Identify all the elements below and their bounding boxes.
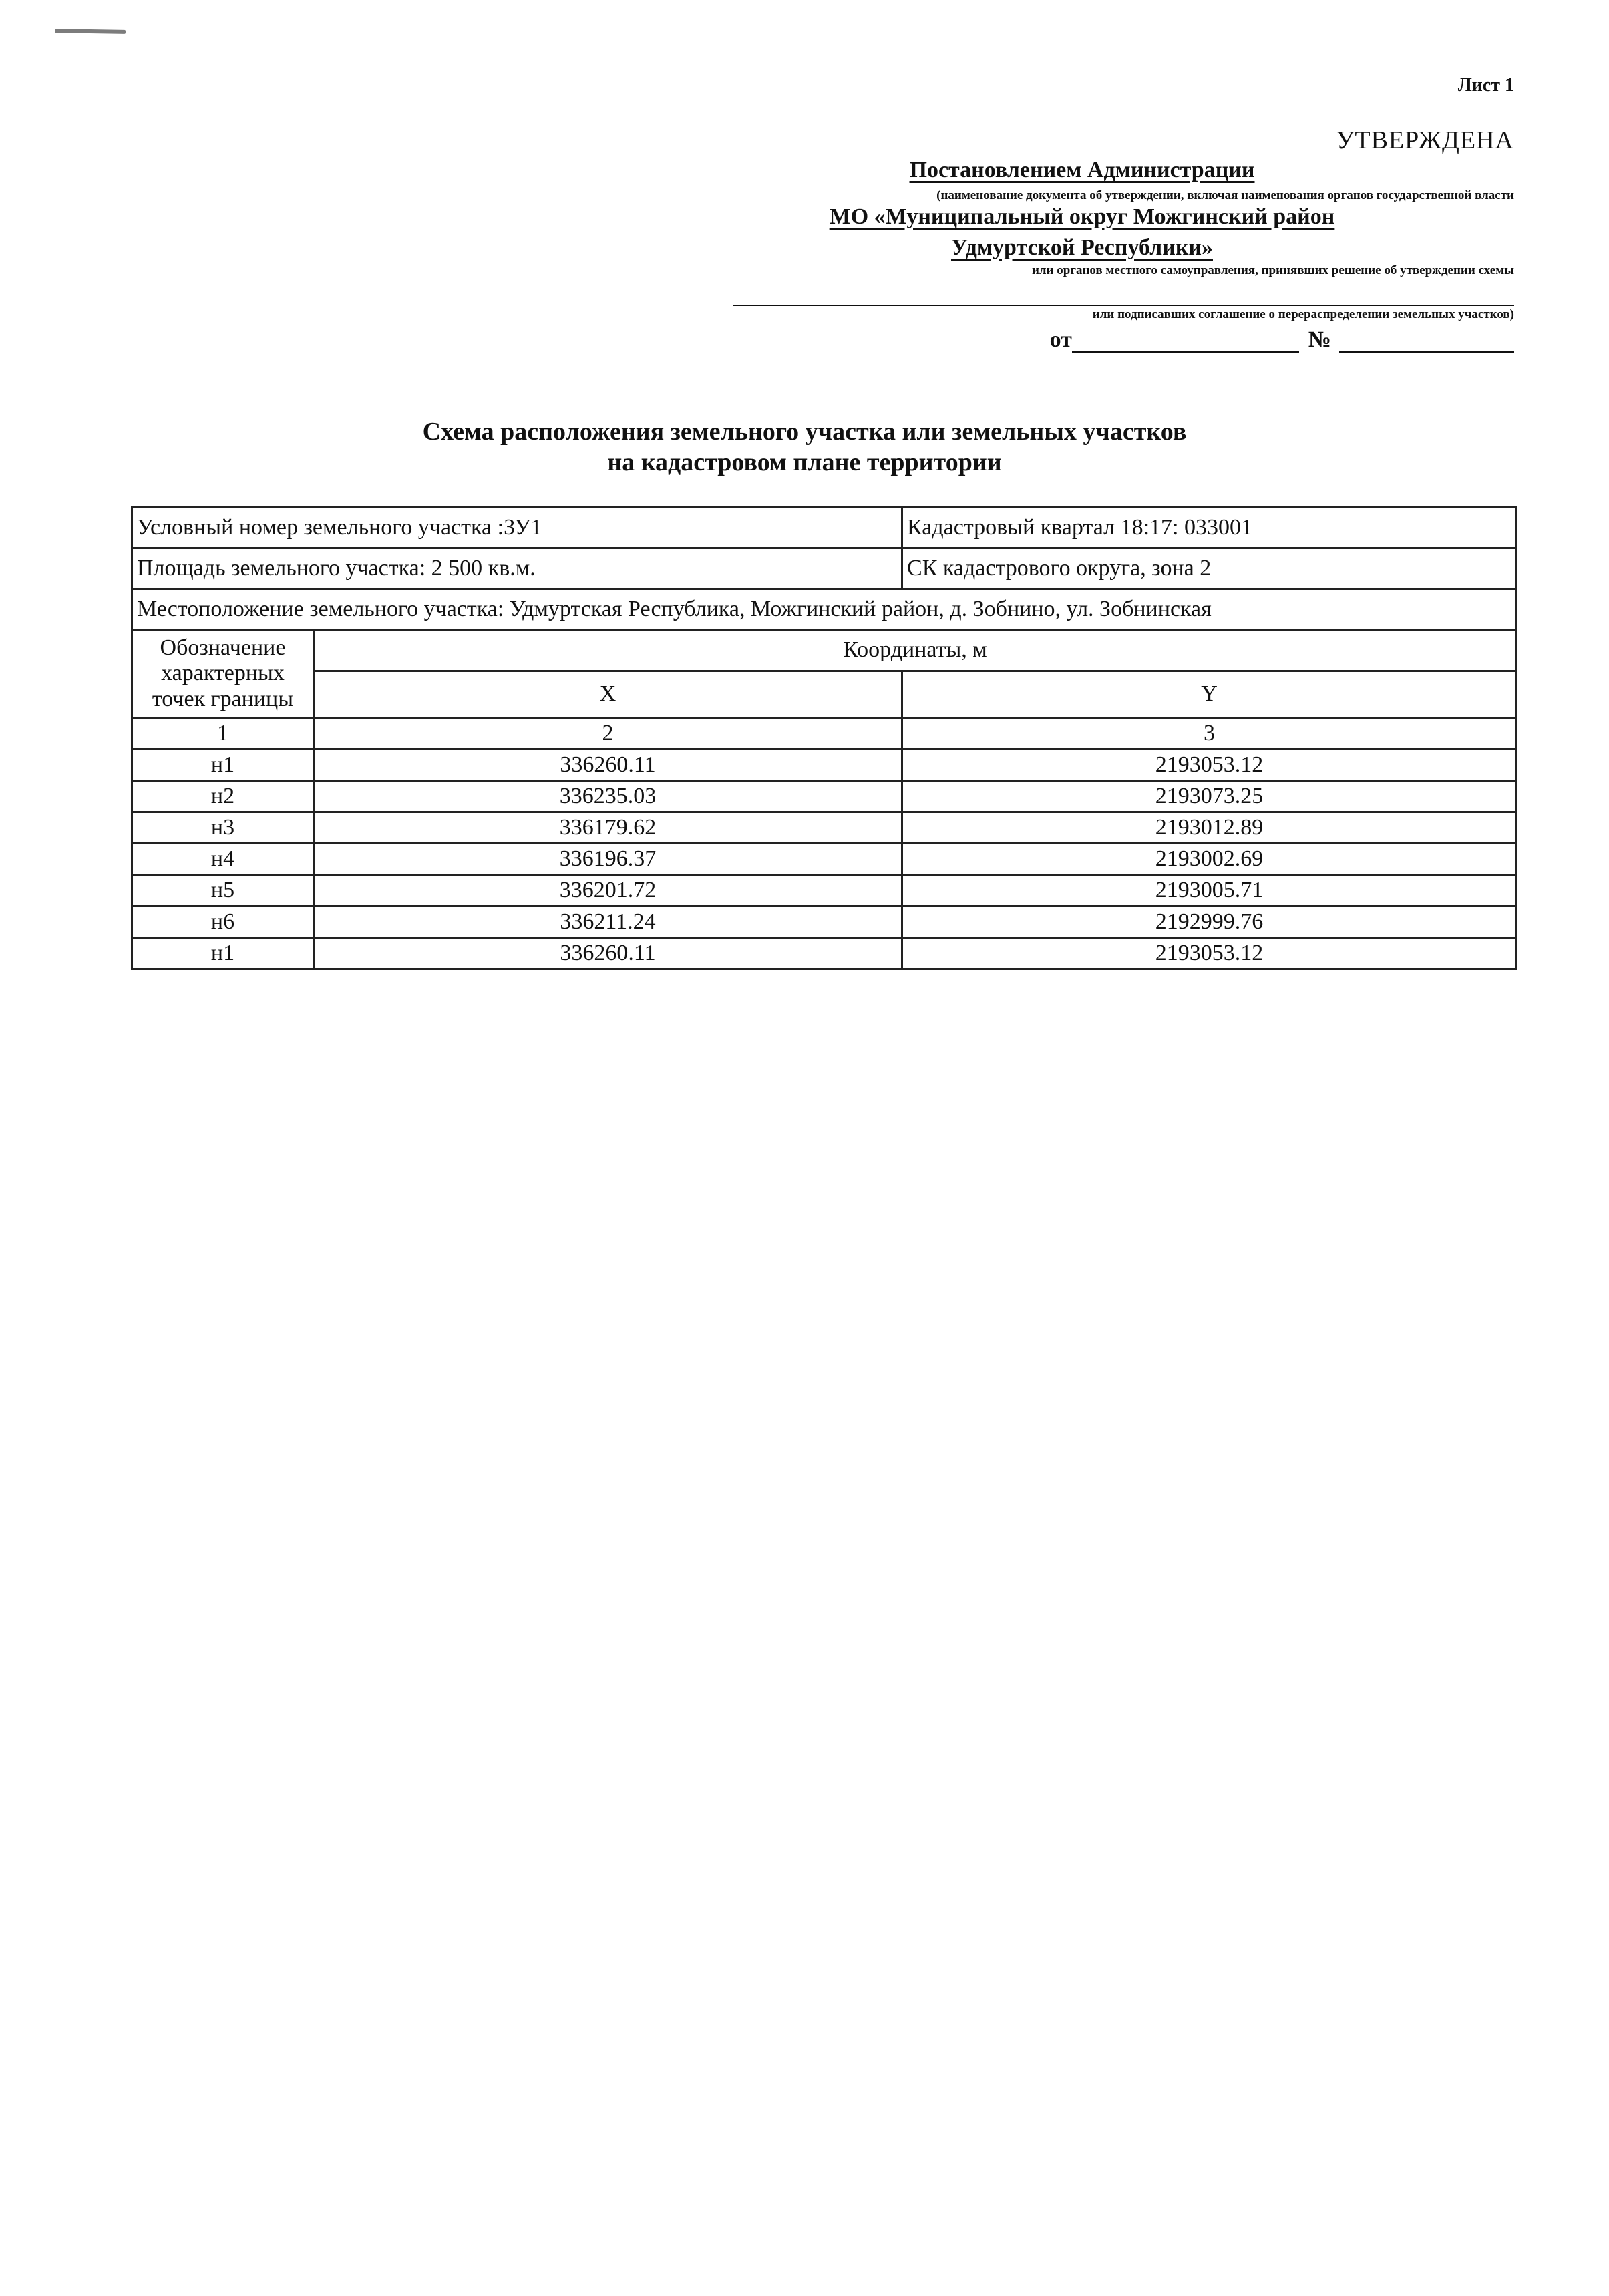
table-row bbox=[132, 812, 1517, 844]
sheet-label: Лист 1 bbox=[1457, 75, 1514, 96]
point-x: 336179.62 bbox=[314, 812, 902, 844]
point-x: 336196.37 bbox=[314, 844, 902, 875]
point-y: 2193073.25 bbox=[902, 781, 1517, 812]
point-y: 2192999.76 bbox=[902, 907, 1517, 938]
document-title-line-1: Схема расположения земельного участка или земельных участков bbox=[422, 418, 1187, 446]
coordinates-header: Координаты, м bbox=[314, 630, 1517, 671]
point-x: 336211.24 bbox=[314, 907, 902, 938]
document-title-line-2: на кадастровом плане территории bbox=[607, 448, 1002, 476]
cadastral-quarter-cell: Кадастровый квартал 18:17: 033001 bbox=[902, 508, 1517, 548]
point-x: 336201.72 bbox=[314, 875, 902, 907]
table-row bbox=[132, 844, 1517, 875]
number-sign: № bbox=[1308, 327, 1331, 352]
column-number-2: 2 bbox=[314, 718, 902, 750]
conditional-number-cell: Условный номер земельного участка :ЗУ1 bbox=[132, 508, 902, 548]
approval-note-2: или органов местного самоуправления, принявших решение об утверждении схемы bbox=[1031, 263, 1514, 277]
point-y: 2193053.12 bbox=[902, 938, 1517, 969]
x-column-header: X bbox=[314, 671, 902, 718]
date-blank bbox=[1072, 331, 1299, 353]
point-designation-header: Обозначение характерных точек границы bbox=[132, 630, 314, 718]
point-label: н4 bbox=[132, 844, 314, 875]
y-column-header: Y bbox=[902, 671, 1517, 718]
table-row bbox=[132, 750, 1517, 781]
point-label: н1 bbox=[132, 750, 314, 781]
point-x: 336260.11 bbox=[314, 938, 902, 969]
point-y: 2193002.69 bbox=[902, 844, 1517, 875]
approved-by-line-2: МО «Муниципальный округ Можгинский район bbox=[829, 204, 1335, 229]
column-number-1: 1 bbox=[132, 718, 314, 750]
approved-stamp-text: УТВЕРЖДЕНА bbox=[1336, 126, 1514, 154]
point-x: 336235.03 bbox=[314, 781, 902, 812]
approved-by-line-1: Постановлением Администрации bbox=[909, 158, 1255, 182]
date-prefix: от bbox=[1049, 327, 1072, 352]
number-blank bbox=[1339, 331, 1514, 353]
area-cell: Площадь земельного участка: 2 500 кв.м. bbox=[132, 548, 902, 589]
point-label: н5 bbox=[132, 875, 314, 907]
boundary-points-table bbox=[131, 506, 1517, 970]
date-number-row bbox=[1050, 327, 1514, 353]
approval-note-1: (наименование документа об утверждении, включая наименования органов государственной власти bbox=[936, 188, 1514, 202]
point-label: н6 bbox=[132, 907, 314, 938]
table-row bbox=[132, 938, 1517, 969]
column-number-3: 3 bbox=[902, 718, 1517, 750]
approval-note-3: или подписавших соглашение о перераспределении земельных участков) bbox=[1092, 307, 1514, 321]
signature-rule bbox=[733, 305, 1514, 306]
table-row bbox=[132, 907, 1517, 938]
point-y: 2193005.71 bbox=[902, 875, 1517, 907]
point-y: 2193012.89 bbox=[902, 812, 1517, 844]
point-label: н2 bbox=[132, 781, 314, 812]
table-row bbox=[132, 781, 1517, 812]
point-label: н1 bbox=[132, 938, 314, 969]
point-x: 336260.11 bbox=[314, 750, 902, 781]
approved-by-line-3: Удмуртской Республики» bbox=[951, 235, 1213, 260]
point-y: 2193053.12 bbox=[902, 750, 1517, 781]
coordinate-system-cell: СК кадастрового округа, зона 2 bbox=[902, 548, 1517, 589]
point-label: н3 bbox=[132, 812, 314, 844]
location-cell: Местоположение земельного участка: Удмуртская Республика, Можгинский район, д. Зобнино, ул. Зобнинская bbox=[132, 589, 1517, 630]
staple-mark bbox=[55, 29, 126, 34]
table-row bbox=[132, 875, 1517, 907]
